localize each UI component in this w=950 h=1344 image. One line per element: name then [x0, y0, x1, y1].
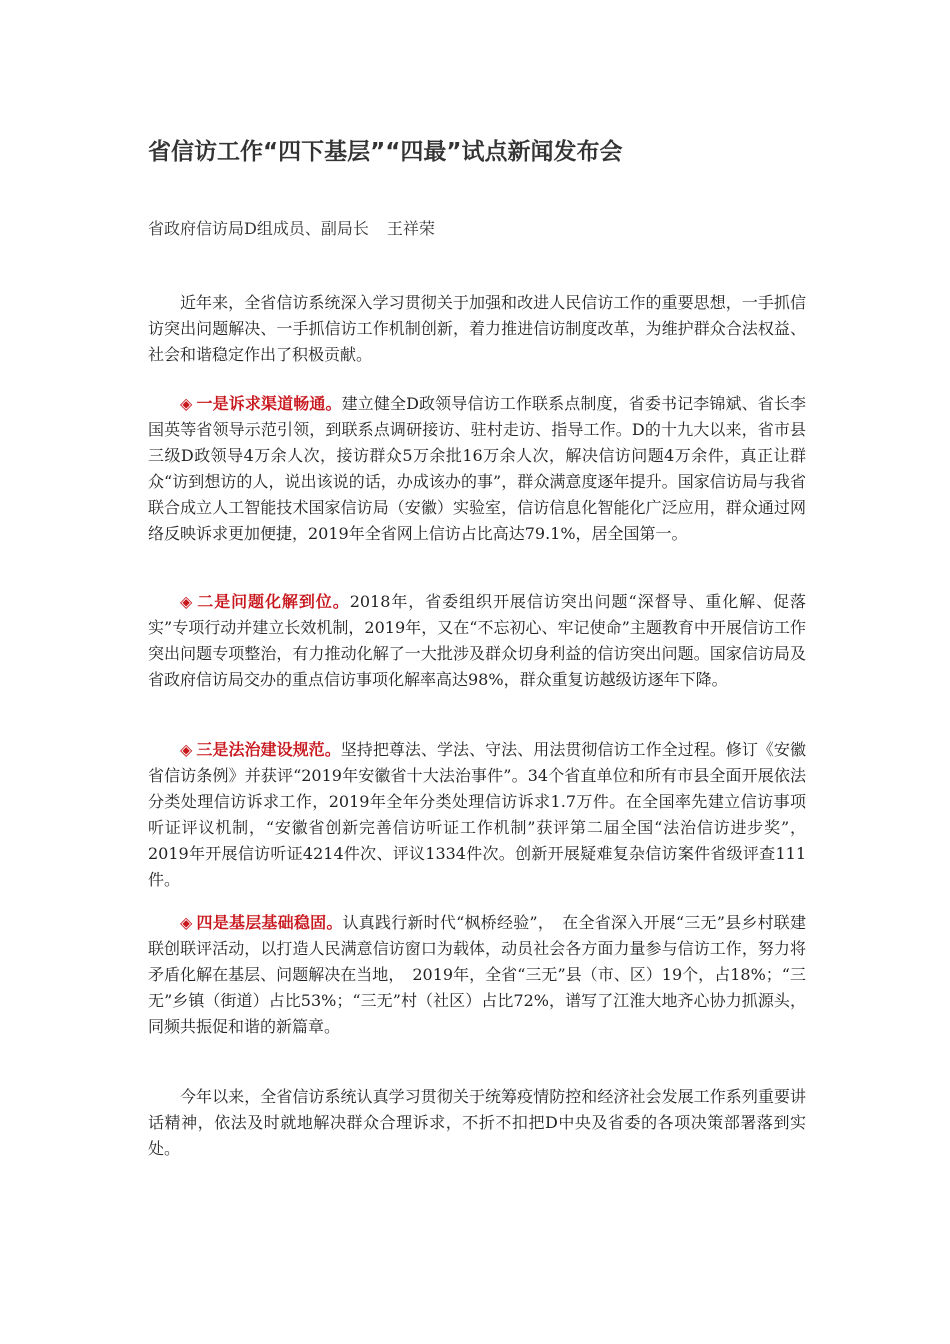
section-lead-4 [180, 913, 343, 932]
byline-name: 王祥荣 [386, 219, 435, 238]
section-heading-2: 二是问题化解到位。 [196, 592, 350, 611]
section-paragraph-4 [148, 910, 806, 1040]
section-paragraph-3 [148, 737, 806, 893]
byline [148, 216, 435, 242]
section-heading-3: 三是法治建设规范。 [196, 740, 341, 759]
section-body-2: 2018年，省委组织开展信访突出问题“深督导、重化解、促落实”专项行动并建立长效机制，2019年，又在“不忘初心、牢记使命”主题教育中开展信访工作突出问题专项整治，有力推动化解了一大批涉及群众切身利益的信访突出问题。国家信访局及省政府信访局交办的重点信访事项化解率高达98%，群众重复访越级访逐年下降。 [148, 592, 806, 689]
diamond-bullet-icon: ◈ [180, 913, 193, 932]
section-lead-3 [180, 740, 341, 759]
byline-position: 省政府信访局D组成员、副局长 [148, 219, 369, 238]
section-paragraph-2 [148, 589, 806, 693]
section-body-3: 坚持把尊法、学法、守法、用法贯彻信访工作全过程。修订《安徽省信访条例》并获评“2019年安徽省十大法治事件”。34个省直单位和所有市县全面开展依法分类处理信访诉求工作，2019年全年分类处理信访诉求1.7万件。在全国率先建立信访事项听证评议机制，“安徽省创新完善信访听证工作机制”获评第二届全国“法治信访进步奖”，2019年开展信访听证4214件次、评议1334件次。创新开展疑难复杂信访案件省级评查111件。 [148, 740, 806, 889]
diamond-bullet-icon: ◈ [180, 394, 193, 413]
section-lead-1 [180, 394, 342, 413]
section-heading-1: 一是诉求渠道畅通。 [196, 394, 342, 413]
section-lead-2 [180, 592, 350, 611]
diamond-bullet-icon: ◈ [180, 740, 193, 759]
section-body-1: 建立健全D政领导信访工作联系点制度，省委书记李锦斌、省长李国英等省领导示范引领，到联系点调研接访、驻村走访、指导工作。D的十九大以来，省市县三级D政领导4万余人次，接访群众5万余批16万余人次，解决信访问题4万余件，真正让群众“访到想访的人，说出该说的话，办成该办的事”，群众满意度逐年提升。国家信访局与我省联合成立人工智能技术国家信访局（安徽）实验室，信访信息化智能化广泛应用，群众通过网络反映诉求更加便捷，2019年全省网上信访占比高达79.1%，居全国第一。 [148, 394, 806, 543]
document-title: 省信访工作“四下基层”“四最”试点新闻发布会 [148, 139, 623, 165]
outro-paragraph: 今年以来，全省信访系统认真学习贯彻关于统筹疫情防控和经济社会发展工作系列重要讲话精神，依法及时就地解决群众合理诉求，不折不扣把D中央及省委的各项决策部署落到实处。 [148, 1087, 806, 1158]
section-body-4: 认真践行新时代“枫桥经验”， 在全省深入开展“三无”县乡村联建联创联评活动，以打造人民满意信访窗口为载体，动员社会各方面力量参与信访工作，努力将矛盾化解在基层、问题解决在当地， 2019年，全省“三无”县（市、区）19个，占18%；“三无”乡镇（街道）占比53%；“三无”村（社区）占比72%，谱写了江淮大地齐心协力抓源头，同频共振促和谐的新篇章。 [148, 913, 806, 1036]
diamond-bullet-icon: ◈ [180, 592, 193, 611]
section-heading-4: 四是基层基础稳固。 [196, 913, 343, 932]
intro-paragraph: 近年来，全省信访系统深入学习贯彻关于加强和改进人民信访工作的重要思想，一手抓信访突出问题解决、一手抓信访工作机制创新，着力推进信访制度改革，为维护群众合法权益、社会和谐稳定作出了积极贡献。 [148, 293, 806, 364]
section-paragraph-1 [148, 391, 806, 547]
